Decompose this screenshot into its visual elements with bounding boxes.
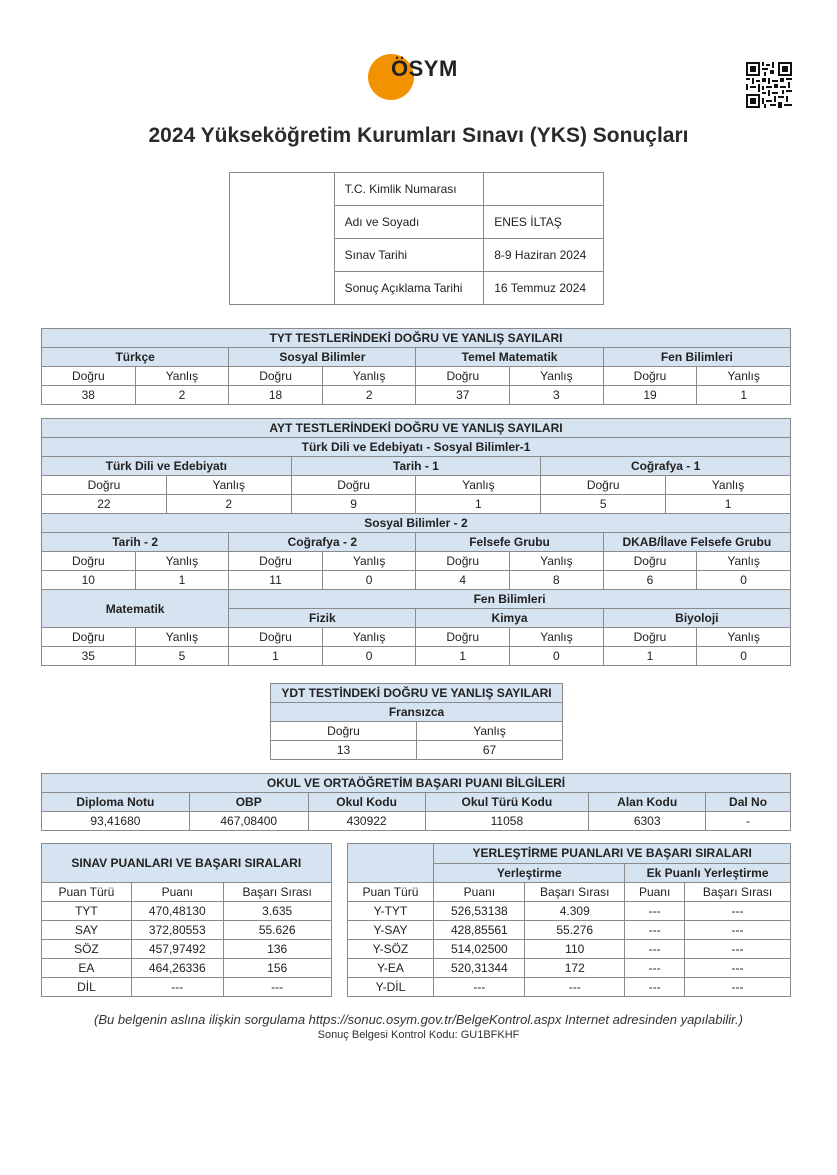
dogru-value: 9	[291, 495, 416, 514]
yer-cell: ---	[625, 978, 685, 997]
dogru-value: 1	[603, 647, 697, 666]
okul-value: 11058	[425, 812, 589, 831]
identity-label: T.C. Kimlik Numarası	[334, 173, 484, 206]
yer-cell: Y-SAY	[347, 921, 434, 940]
yer-cell: ---	[685, 978, 791, 997]
sinav-cell: 464,26336	[131, 959, 223, 978]
yanlis-label: Yanlış	[135, 628, 229, 647]
okul-header: Diploma Notu	[42, 793, 190, 812]
identity-value	[484, 173, 604, 206]
dogru-label: Doğru	[271, 722, 417, 741]
yer-cell: 55.276	[525, 921, 625, 940]
yanlis-value: 1	[416, 495, 541, 514]
yer-cell: 172	[525, 959, 625, 978]
yer-cell: Y-EA	[347, 959, 434, 978]
yer-cell: ---	[625, 921, 685, 940]
okul-header: Dal No	[706, 793, 791, 812]
okul-value: 6303	[589, 812, 706, 831]
identity-label: Adı ve Soyadı	[334, 206, 484, 239]
dogru-value: 22	[42, 495, 167, 514]
ayt-subject: Tarih - 1	[291, 457, 541, 476]
yanlis-label: Yanlış	[416, 476, 541, 495]
sinav-cell: EA	[42, 959, 132, 978]
yanlis-value: 1	[135, 571, 229, 590]
dogru-label: Doğru	[541, 476, 666, 495]
yer-header: Puan Türü	[347, 883, 434, 902]
dogru-label: Doğru	[291, 476, 416, 495]
yanlis-value: 2	[135, 386, 229, 405]
yer-cell: Y-TYT	[347, 902, 434, 921]
tyt-table	[41, 328, 791, 405]
sinav-title: SINAV PUANLARI VE BAŞARI SIRALARI	[42, 844, 332, 883]
yanlis-value: 1	[697, 386, 791, 405]
yanlis-value: 5	[135, 647, 229, 666]
yer-cell: 4.309	[525, 902, 625, 921]
okul-title: OKUL VE ORTAÖĞRETİM BAŞARI PUANI BİLGİLERİ	[42, 774, 791, 793]
yer-title: YERLEŞTİRME PUANLARI VE BAŞARI SIRALARI	[434, 844, 791, 864]
yer-cell: ---	[685, 902, 791, 921]
identity-value: 8-9 Haziran 2024	[484, 239, 604, 272]
dogru-label: Doğru	[42, 367, 136, 386]
yanlis-value: 67	[417, 741, 563, 760]
sinav-header: Başarı Sırası	[223, 883, 331, 902]
yer-header: Puanı	[434, 883, 525, 902]
sinav-header: Puanı	[131, 883, 223, 902]
okul-header: Alan Kodu	[589, 793, 706, 812]
yanlis-value: 3	[510, 386, 604, 405]
dogru-label: Doğru	[416, 552, 510, 571]
yer-sub2: Ek Puanlı Yerleştirme	[625, 863, 791, 883]
identity-value: ENES İLTAŞ	[484, 206, 604, 239]
dogru-label: Doğru	[416, 367, 510, 386]
yer-header: Başarı Sırası	[685, 883, 791, 902]
dogru-label: Doğru	[42, 628, 136, 647]
page-title: 2024 Yükseköğretim Kurumları Sınavı (YKS) Sonuçları	[148, 124, 689, 147]
yanlis-label: Yanlış	[697, 552, 791, 571]
okul-header: Okul Kodu	[308, 793, 425, 812]
yer-cell: ---	[685, 940, 791, 959]
yer-cell: 520,31344	[434, 959, 525, 978]
yanlis-value: 0	[697, 571, 791, 590]
yanlis-label: Yanlış	[510, 628, 604, 647]
ayt-subject: Fizik	[229, 609, 416, 628]
dogru-label: Doğru	[416, 628, 510, 647]
yer-cell: Y-SÖZ	[347, 940, 434, 959]
yanlis-value: 0	[510, 647, 604, 666]
control-code: Sonuç Belgesi Kontrol Kodu: GU1BFKHF	[317, 1029, 520, 1041]
ayt-subject: Kimya	[416, 609, 603, 628]
yer-header: Puanı	[625, 883, 685, 902]
okul-value: -	[706, 812, 791, 831]
dogru-value: 5	[541, 495, 666, 514]
okul-value: 430922	[308, 812, 425, 831]
ayt-group2-title: Sosyal Bilimler - 2	[42, 514, 791, 533]
ayt-subject: DKAB/İlave Felsefe Grubu	[603, 533, 790, 552]
dogru-label: Doğru	[42, 552, 136, 571]
yanlis-value: 0	[322, 571, 416, 590]
yer-sub1: Yerleştirme	[434, 863, 625, 883]
sinav-cell: 156	[223, 959, 331, 978]
yanlis-label: Yanlış	[135, 367, 229, 386]
yer-header: Başarı Sırası	[525, 883, 625, 902]
yanlis-value: 1	[666, 495, 791, 514]
okul-value: 467,08400	[189, 812, 308, 831]
yer-blank	[347, 844, 434, 883]
ayt-subject: Felsefe Grubu	[416, 533, 603, 552]
sinav-cell: ---	[223, 978, 331, 997]
sinav-cell: 372,80553	[131, 921, 223, 940]
sinav-header: Puan Türü	[42, 883, 132, 902]
yer-cell: ---	[685, 959, 791, 978]
dogru-value: 37	[416, 386, 510, 405]
ydt-title: YDT TESTİNDEKİ DOĞRU VE YANLIŞ SAYILARI	[271, 684, 563, 703]
dogru-value: 1	[416, 647, 510, 666]
tyt-subject: Fen Bilimleri	[603, 348, 790, 367]
yanlis-label: Yanlış	[135, 552, 229, 571]
tyt-subject: Sosyal Bilimler	[229, 348, 416, 367]
dogru-value: 13	[271, 741, 417, 760]
identity-label: Sonuç Açıklama Tarihi	[334, 272, 484, 305]
ayt-matematik-title: Matematik	[42, 590, 229, 628]
okul-header: Okul Türü Kodu	[425, 793, 589, 812]
ayt-title: AYT TESTLERİNDEKİ DOĞRU VE YANLIŞ SAYILARI	[42, 419, 791, 438]
yer-cell: ---	[625, 902, 685, 921]
dogru-value: 35	[42, 647, 136, 666]
scores-table	[41, 843, 791, 997]
identity-value: 16 Temmuz 2024	[484, 272, 604, 305]
tyt-subject: Temel Matematik	[416, 348, 603, 367]
ydt-language: Fransızca	[271, 703, 563, 722]
osym-logo	[368, 52, 468, 104]
tyt-subject: Türkçe	[42, 348, 229, 367]
sinav-cell: 3.635	[223, 902, 331, 921]
ydt-table	[270, 683, 563, 760]
yanlis-label: Yanlış	[322, 552, 416, 571]
yanlis-value: 0	[322, 647, 416, 666]
yanlis-value: 2	[322, 386, 416, 405]
logo-text: ÖSYM	[391, 56, 458, 81]
yanlis-value: 0	[697, 647, 791, 666]
yer-cell: ---	[625, 940, 685, 959]
yanlis-label: Yanlış	[322, 367, 416, 386]
yanlis-label: Yanlış	[697, 367, 791, 386]
identity-table	[229, 172, 604, 305]
dogru-value: 4	[416, 571, 510, 590]
dogru-value: 1	[229, 647, 323, 666]
sinav-cell: SAY	[42, 921, 132, 940]
dogru-label: Doğru	[229, 367, 323, 386]
yer-cell: 514,02500	[434, 940, 525, 959]
yanlis-value: 2	[166, 495, 291, 514]
sinav-cell: 136	[223, 940, 331, 959]
yanlis-label: Yanlış	[666, 476, 791, 495]
okul-table	[41, 773, 791, 831]
sinav-cell: DİL	[42, 978, 132, 997]
yanlis-label: Yanlış	[510, 552, 604, 571]
yanlis-label: Yanlış	[510, 367, 604, 386]
yer-cell: 110	[525, 940, 625, 959]
yer-cell: Y-DİL	[347, 978, 434, 997]
yer-cell: 526,53138	[434, 902, 525, 921]
dogru-value: 11	[229, 571, 323, 590]
ayt-subject: Biyoloji	[603, 609, 790, 628]
dogru-label: Doğru	[42, 476, 167, 495]
dogru-label: Doğru	[229, 628, 323, 647]
tyt-title: TYT TESTLERİNDEKİ DOĞRU VE YANLIŞ SAYILARI	[42, 329, 791, 348]
table-gap	[331, 844, 347, 997]
dogru-label: Doğru	[603, 367, 697, 386]
yanlis-value: 8	[510, 571, 604, 590]
ayt-subject: Türk Dili ve Edebiyatı	[42, 457, 292, 476]
yer-cell: ---	[525, 978, 625, 997]
ayt-table	[41, 418, 791, 666]
qr-code-icon	[746, 62, 792, 108]
yanlis-label: Yanlış	[697, 628, 791, 647]
ayt-group1-title: Türk Dili ve Edebiyatı - Sosyal Bilimler-1	[42, 438, 791, 457]
sinav-cell: 470,48130	[131, 902, 223, 921]
okul-header: OBP	[189, 793, 308, 812]
footer-note: (Bu belgenin aslına ilişkin sorgulama https://sonuc.osym.gov.tr/BelgeKontrol.aspx Internet adresinden yapılabilir.)	[94, 1012, 743, 1027]
yer-cell: 428,85561	[434, 921, 525, 940]
dogru-value: 19	[603, 386, 697, 405]
okul-value: 93,41680	[42, 812, 190, 831]
ayt-subject: Tarih - 2	[42, 533, 229, 552]
sinav-cell: ---	[131, 978, 223, 997]
dogru-value: 10	[42, 571, 136, 590]
ayt-subject: Coğrafya - 1	[541, 457, 791, 476]
yanlis-label: Yanlış	[417, 722, 563, 741]
dogru-value: 18	[229, 386, 323, 405]
dogru-label: Doğru	[603, 552, 697, 571]
yer-cell: ---	[434, 978, 525, 997]
ayt-fen-title: Fen Bilimleri	[229, 590, 791, 609]
identity-label: Sınav Tarihi	[334, 239, 484, 272]
sinav-cell: SÖZ	[42, 940, 132, 959]
yanlis-label: Yanlış	[166, 476, 291, 495]
dogru-label: Doğru	[229, 552, 323, 571]
photo-area	[230, 173, 335, 305]
yer-cell: ---	[685, 921, 791, 940]
sinav-cell: TYT	[42, 902, 132, 921]
yanlis-label: Yanlış	[322, 628, 416, 647]
ayt-subject: Coğrafya - 2	[229, 533, 416, 552]
dogru-label: Doğru	[603, 628, 697, 647]
sinav-cell: 457,97492	[131, 940, 223, 959]
sinav-cell: 55.626	[223, 921, 331, 940]
dogru-value: 6	[603, 571, 697, 590]
dogru-value: 38	[42, 386, 136, 405]
yer-cell: ---	[625, 959, 685, 978]
